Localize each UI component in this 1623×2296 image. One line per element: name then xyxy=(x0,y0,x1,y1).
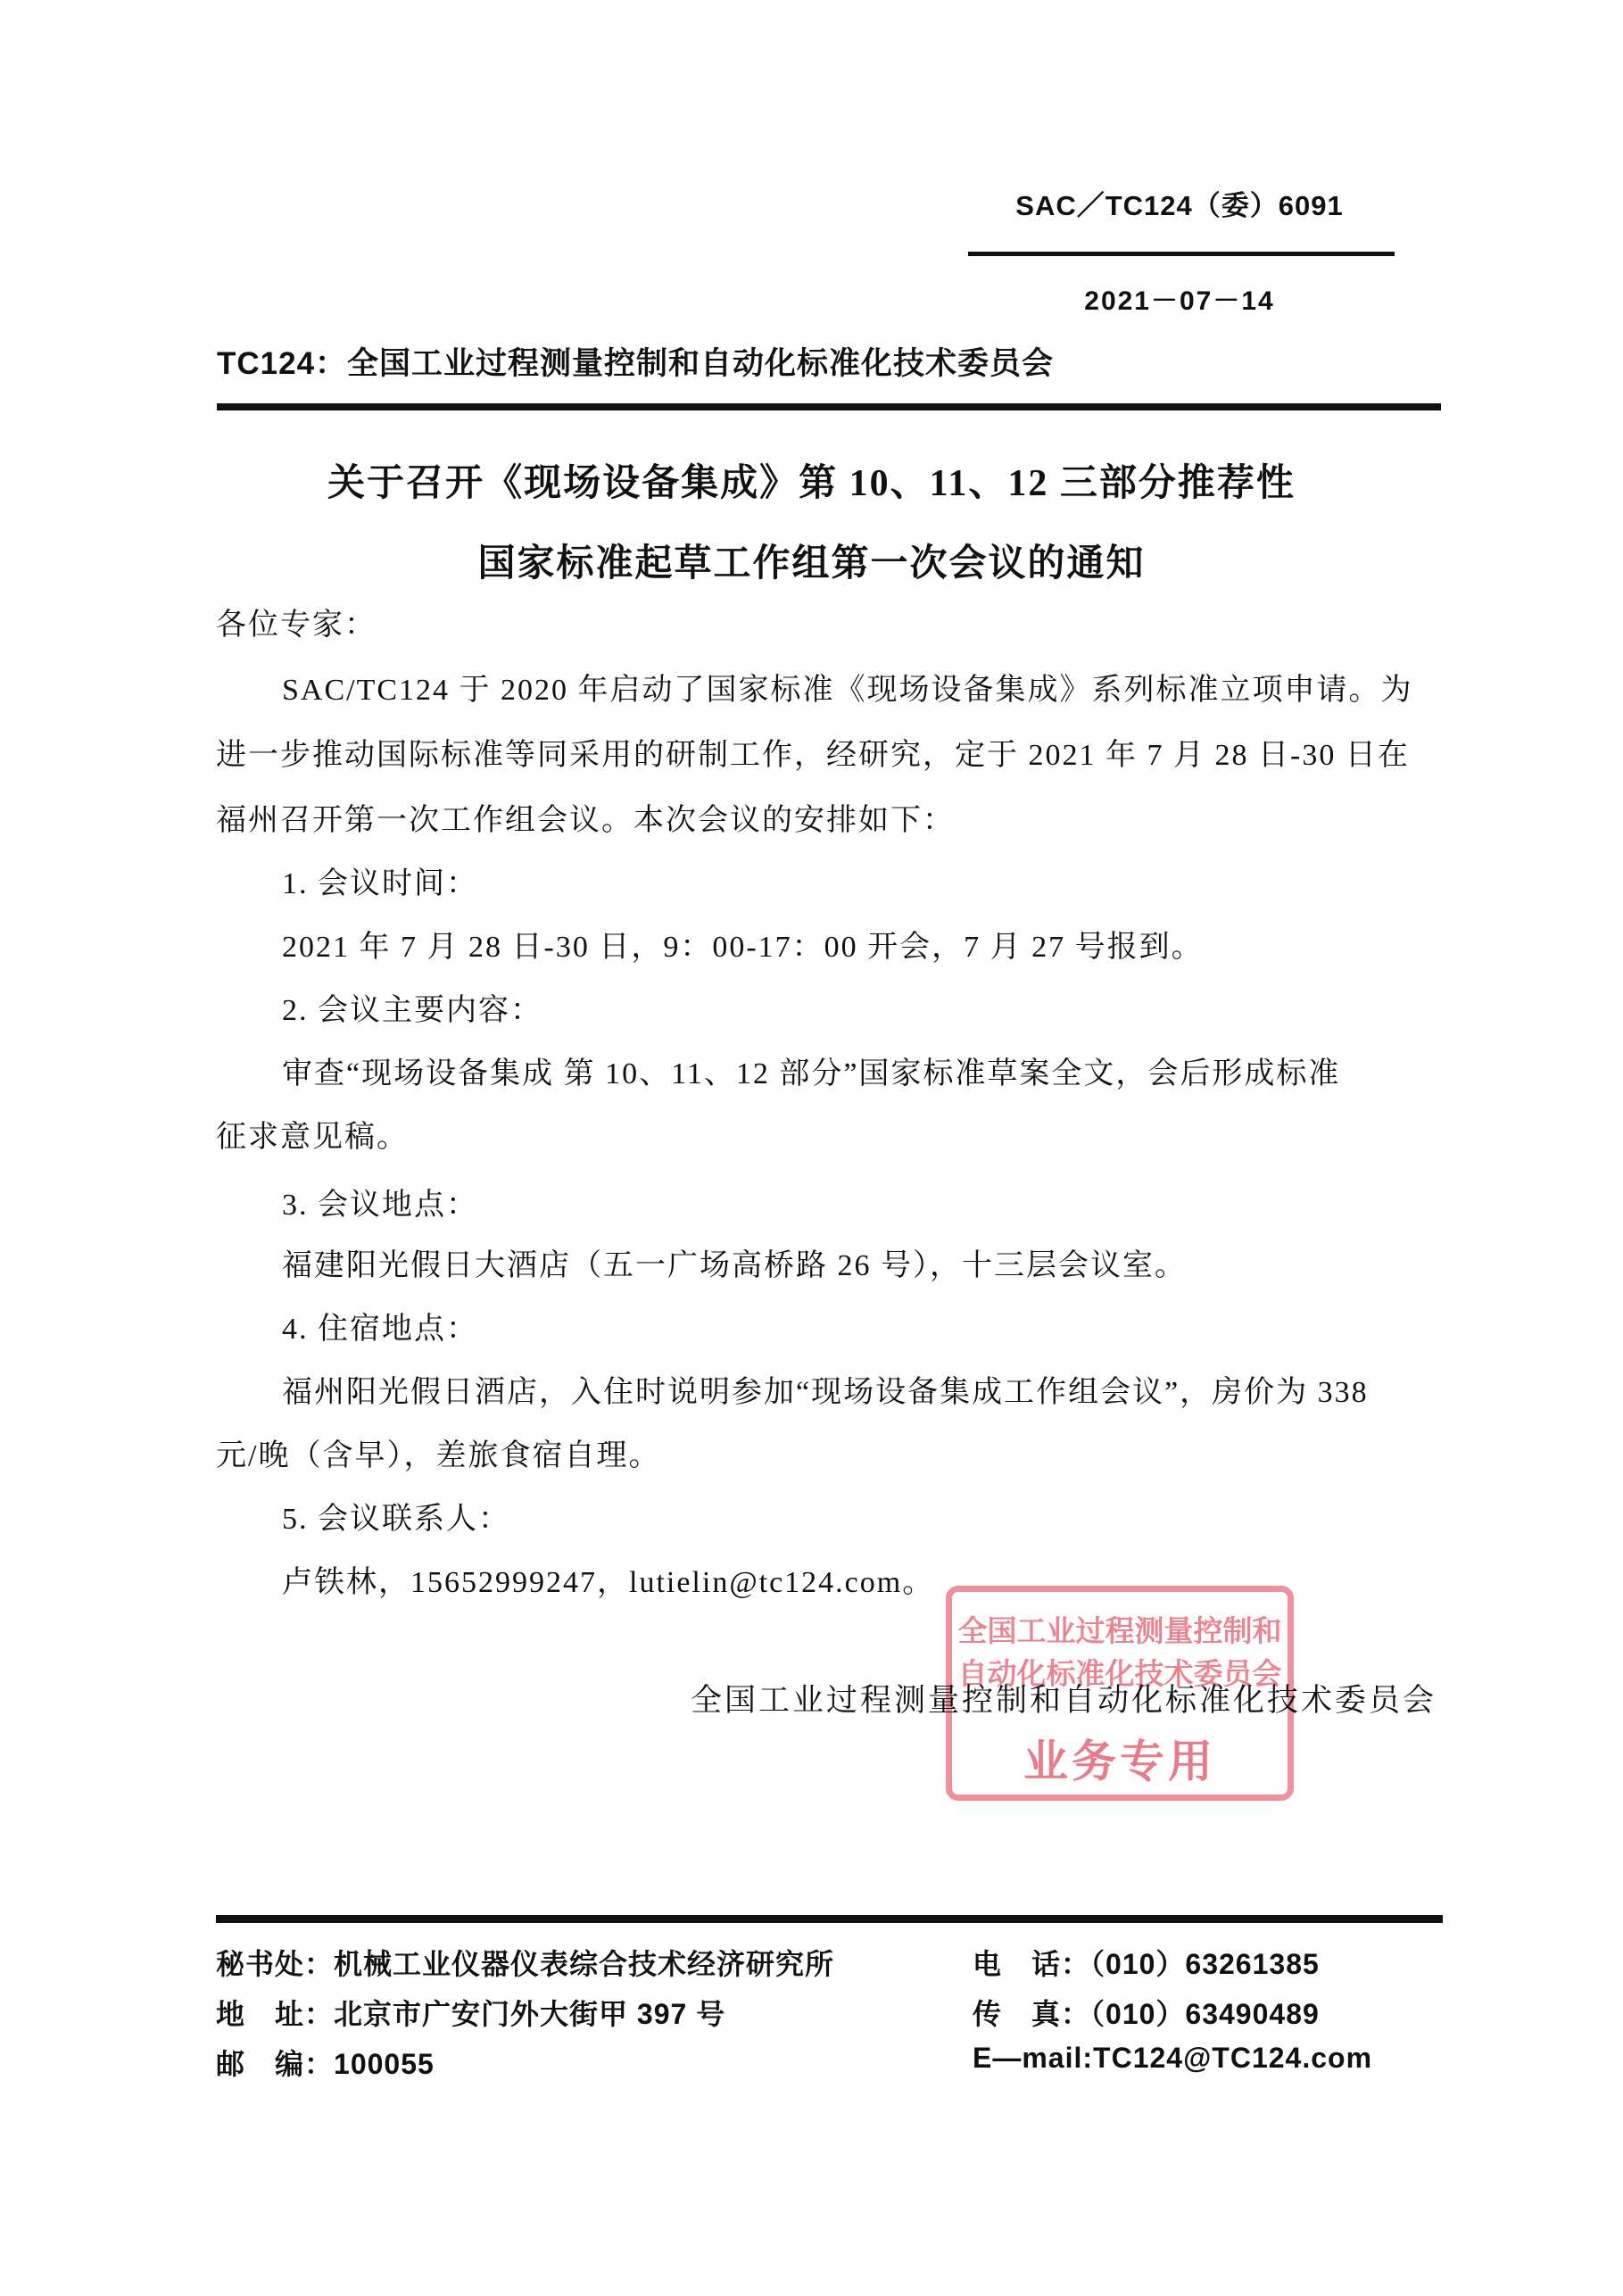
fax-label: 传 真： xyxy=(973,1998,1091,2030)
phone-label: 电 话： xyxy=(973,1948,1091,1980)
document-ref-number: SAC／TC124（委）6091 xyxy=(1015,190,1344,221)
document-title-line2: 国家标准起草工作组第一次会议的通知 xyxy=(477,543,1146,584)
secretariat-value: 机械工业仪器仪表综合技术经济研究所 xyxy=(334,1948,835,1980)
address-value: 北京市广安门外大街甲 397 号 xyxy=(334,1998,726,2030)
phone-value: （010）63261385 xyxy=(1090,1948,1320,1980)
stamp-text-line1: 全国工业过程测量控制和 xyxy=(957,1616,1282,1648)
fax-value: （010）63490489 xyxy=(1090,1998,1320,2030)
paragraph-line: SAC/TC124 于 2020 年启动了国家标准《现场设备集成》系列标准立项申请。为 xyxy=(282,674,1413,707)
ref-number-underline xyxy=(968,252,1395,256)
footer-phone xyxy=(973,1942,1320,1983)
stamp-text-line3: 业务专用 xyxy=(1023,1737,1216,1786)
header-divider xyxy=(217,403,1441,410)
footer-email xyxy=(973,2042,1372,2075)
committee-heading: TC124：全国工业过程测量控制和自动化标准化技术委员会 xyxy=(217,346,1055,381)
email-label: E—mail: xyxy=(973,2042,1094,2074)
footer-postcode xyxy=(216,2042,435,2083)
footer-divider xyxy=(216,1915,1443,1923)
paragraph-line: 福州召开第一次工作组会议。本次会议的安排如下： xyxy=(216,804,955,837)
document-title-line1: 关于召开《现场设备集成》第 10、11、12 三部分推荐性 xyxy=(327,463,1296,504)
footer-address xyxy=(216,1992,725,2033)
paragraph-line: 元/晚（含早），差旅食宿自理。 xyxy=(216,1439,661,1472)
list-item-4: 4. 住宿地点： xyxy=(282,1313,478,1346)
issuer-signature: 全国工业过程测量控制和自动化标准化技术委员会 xyxy=(690,1683,1437,1718)
stamp-text-line2: 自动化标准化技术委员会 xyxy=(957,1659,1282,1691)
address-label: 地 址： xyxy=(216,1998,335,2030)
contact-line: 卢铁林，15652999247，lutielin@tc124.com。 xyxy=(282,1566,935,1599)
list-item-2: 2. 会议主要内容： xyxy=(282,994,542,1027)
postcode-value: 100055 xyxy=(334,2048,435,2080)
paragraph-line: 进一步推动国际标准等同采用的研制工作，经研究，定于 2021 年 7 月 28 日-30 日在 xyxy=(216,739,1410,772)
secretariat-label: 秘书处： xyxy=(216,1948,335,1980)
email-value: TC124@TC124.com xyxy=(1093,2042,1373,2074)
meeting-time-line: 2021 年 7 月 28 日-30 日，9：00-17：00 开会，7 月 27 号报到。 xyxy=(282,931,1204,964)
hotel-line: 福州阳光假日酒店，入住时说明参加“现场设备集成工作组会议”，房价为 338 xyxy=(282,1376,1369,1409)
footer-secretariat xyxy=(216,1942,834,1983)
list-item-1: 1. 会议时间： xyxy=(282,867,478,900)
list-item-5: 5. 会议联系人： xyxy=(282,1503,510,1536)
meeting-venue-line: 福建阳光假日大酒店（五一广场高桥路 26 号），十三层会议室。 xyxy=(282,1249,1187,1282)
footer-fax xyxy=(973,1992,1320,2033)
paragraph-line: 审查“现场设备集成 第 10、11、12 部分”国家标准草案全文，会后形成标准 xyxy=(282,1057,1341,1090)
postcode-label: 邮 编： xyxy=(216,2048,335,2080)
list-item-3: 3. 会议地点： xyxy=(282,1189,478,1222)
paragraph-line: 征求意见稿。 xyxy=(216,1121,409,1154)
salutation: 各位专家： xyxy=(216,609,377,642)
document-date: 2021－07－14 xyxy=(1084,286,1275,316)
